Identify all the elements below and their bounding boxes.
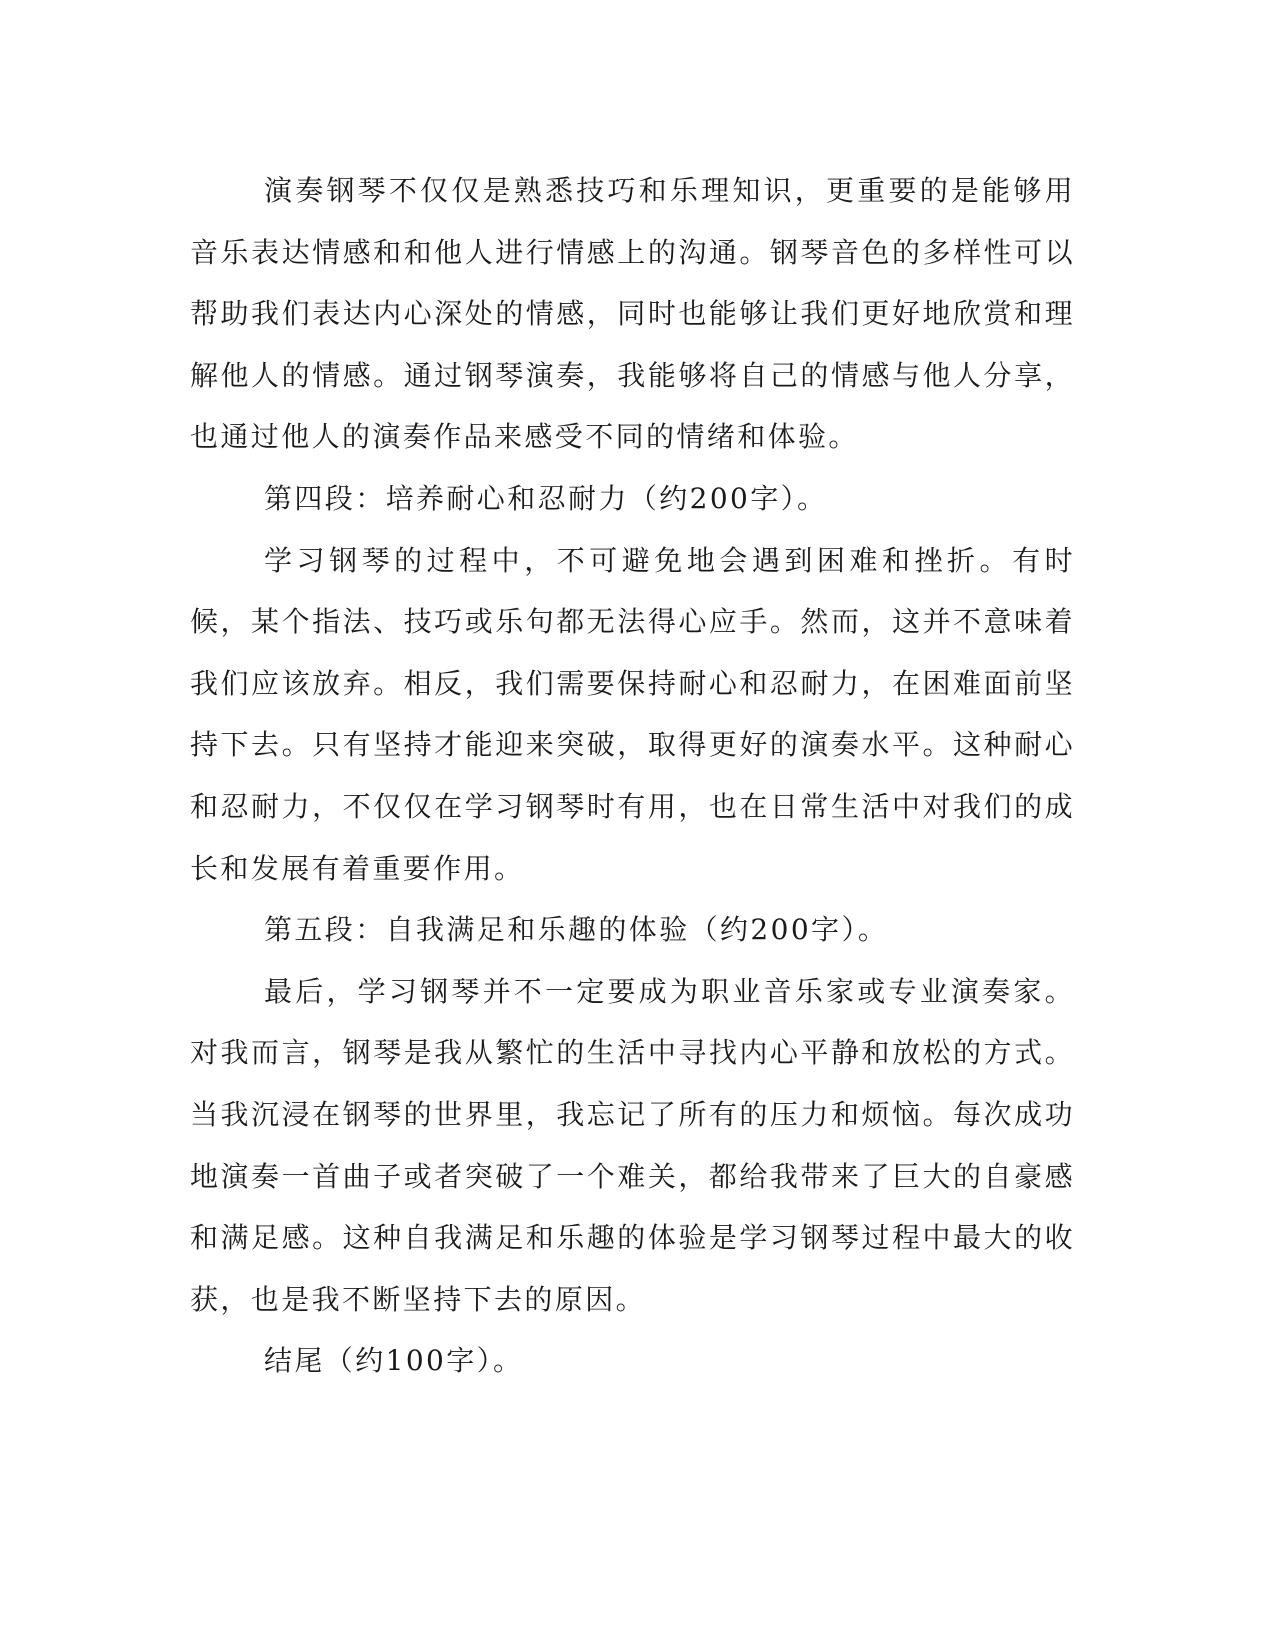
section-heading-ending: 结尾（约100字）。 bbox=[264, 1344, 524, 1378]
paragraph-satisfaction: 最后，学习钢琴并不一定要成为职业音乐家或专业演奏家。对我而言，钢琴是我从繁忙的生活中寻找内心平静和放松的方式。当我沉浸在钢琴的世界里，我忘记了所有的压力和烦恼。每次成功地演奏一首曲子或者突破了一个难关，都给我带来了巨大的自豪感和满足感。这种自我满足和乐趣的体验是学习钢琴过程中最大的收获，也是我不断坚持下去的原因。 bbox=[190, 974, 1075, 1316]
paragraph-emotional-expression: 演奏钢琴不仅仅是熟悉技巧和乐理知识，更重要的是能够用音乐表达情感和和他人进行情感上的沟通。钢琴音色的多样性可以帮助我们表达内心深处的情感，同时也能够让我们更好地欣赏和理解他人的情感。通过钢琴演奏，我能够将自己的情感与他人分享，也通过他人的演奏作品来感受不同的情绪和体验。 bbox=[190, 174, 1075, 454]
paragraph-patience: 学习钢琴的过程中，不可避免地会遇到困难和挫折。有时候，某个指法、技巧或乐句都无法得心应手。然而，这并不意味着我们应该放弃。相反，我们需要保持耐心和忍耐力，在困难面前坚持下去。只有坚持才能迎来突破，取得更好的演奏水平。这种耐心和忍耐力，不仅仅在学习钢琴时有用，也在日常生活中对我们的成长和发展有着重要作用。 bbox=[190, 543, 1075, 885]
document-body bbox=[190, 160, 1075, 1392]
section-heading-five: 第五段：自我满足和乐趣的体验（约200字）。 bbox=[264, 913, 889, 947]
section-heading-four: 第四段：培养耐心和忍耐力（约200字）。 bbox=[264, 481, 828, 515]
